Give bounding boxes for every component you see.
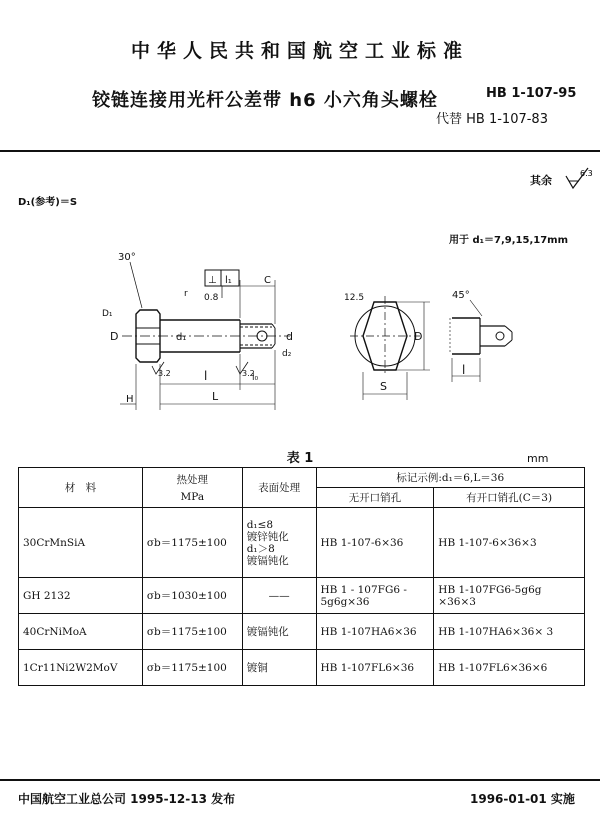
label-L: L <box>212 390 219 403</box>
surface-line: d₁＞8 <box>246 542 275 555</box>
r-hex-label: 12.5 <box>344 293 365 303</box>
header-rule <box>0 150 600 152</box>
cell-no-hole: HB 1-107-6×36 <box>316 508 434 578</box>
cell-material: 40CrNiMoA <box>19 614 143 650</box>
roughness-note <box>530 172 552 188</box>
cell-heat: σb＝1030±100 <box>142 578 242 614</box>
effective-date: 1996-01-01 实施 <box>470 792 575 806</box>
th-material: 材 料 <box>19 468 143 508</box>
th-heat <box>142 468 242 508</box>
d1-reference-note: D₁(参考)＝S <box>18 197 78 208</box>
label-l0: l₀ <box>252 373 259 383</box>
roughness-rest-label: 其余 <box>530 174 552 187</box>
bolt-end-detail <box>450 290 512 382</box>
label-S: S <box>380 380 387 393</box>
surface-line: 镀锌钝化 <box>246 530 289 543</box>
th-heat-label: 热处理 <box>176 474 209 486</box>
label-d1: d₁ <box>176 332 187 343</box>
cell-material: 1Cr11Ni2W2MoV <box>19 650 143 686</box>
table-row <box>19 614 585 650</box>
table-row <box>19 650 585 686</box>
replaces-standard: 代替 HB 1-107-83 <box>436 112 548 127</box>
cell-heat: σb＝1175±100 <box>142 614 242 650</box>
spec-table <box>18 467 585 686</box>
cell-heat: σb＝1175±100 <box>142 508 242 578</box>
bolt-end-view <box>344 293 430 400</box>
standard-number: HB 1-107-95 <box>486 86 577 101</box>
cell-material: GH 2132 <box>19 578 143 614</box>
surface-line: 镀镉钝化 <box>246 554 289 567</box>
table-unit: mm <box>527 452 549 465</box>
footer-rule <box>0 779 600 781</box>
cell-with-hole: HB 1-107FG6-5g6g ×36×3 <box>434 578 585 614</box>
surface-line: —— <box>268 589 290 602</box>
r-label: r <box>184 289 188 299</box>
th-heat-unit: MPa <box>180 491 205 503</box>
label-D-end: D <box>414 330 423 343</box>
cell-no-hole: HB 1-107HA6×36 <box>316 614 434 650</box>
angle-end: 45° <box>452 290 470 301</box>
rough-shank-value: 3.2 <box>242 369 255 378</box>
table-header-row <box>19 468 585 488</box>
label-d2: d₂ <box>282 349 292 359</box>
label-l-end: l <box>462 363 466 377</box>
tol-frame-symbol: ⊥ <box>208 275 217 286</box>
label-D: D <box>110 330 119 343</box>
rough-head-value: 3.2 <box>158 369 171 378</box>
cell-surface <box>242 650 316 686</box>
surface-line: d₁≤8 <box>246 518 274 531</box>
table-row <box>19 508 585 578</box>
th-with-hole: 有开口销孔(C＝3) <box>434 488 585 508</box>
roughness-value: 6.3 <box>580 169 593 178</box>
label-d: d <box>286 330 293 343</box>
label-H: H <box>126 394 134 405</box>
cell-with-hole: HB 1-107FL6×36×6 <box>434 650 585 686</box>
cell-no-hole: HB 1-107FL6×36 <box>316 650 434 686</box>
tol-frame-value: l₁ <box>225 275 232 286</box>
label-l: l <box>204 369 208 383</box>
org-title: 中华人民共和国航空工业标准 <box>130 40 469 62</box>
cell-material: 30CrMnSiA <box>19 508 143 578</box>
tol-c-label: C <box>264 275 271 286</box>
cell-with-hole: HB 1-107HA6×36× 3 <box>434 614 585 650</box>
surface-line: 镀镉钝化 <box>246 625 289 638</box>
usage-note: 用于 d₁＝7,9,15,17mm <box>449 235 569 246</box>
angle-chamfer: 30° <box>118 252 136 263</box>
th-example: 标记示例:d₁＝6,L＝36 <box>316 468 585 488</box>
surface-line: 镀铜 <box>246 661 268 674</box>
th-no-hole: 无开口销孔 <box>316 488 434 508</box>
flat-value: 0.8 <box>204 293 219 303</box>
cell-with-hole: HB 1-107-6×36×3 <box>434 508 585 578</box>
cell-no-hole: HB 1 - 107FG6 - 5g6g×36 <box>316 578 434 614</box>
table-row <box>19 578 585 614</box>
cell-surface <box>242 508 316 578</box>
cell-heat: σb＝1175±100 <box>142 650 242 686</box>
bolt-drawing <box>100 240 530 440</box>
cell-surface <box>242 614 316 650</box>
table-caption: 表 1 <box>286 451 314 466</box>
roughness-symbol-icon <box>562 166 596 192</box>
issuer-line: 中国航空工业总公司 1995-12-13 发布 <box>18 792 236 806</box>
bolt-front-view <box>102 252 293 410</box>
doc-title: 铰链连接用光杆公差带 h6 小六角头螺栓 <box>92 90 438 111</box>
cell-surface <box>242 578 316 614</box>
label-D1: D₁ <box>102 309 113 319</box>
th-surface: 表面处理 <box>242 468 316 508</box>
